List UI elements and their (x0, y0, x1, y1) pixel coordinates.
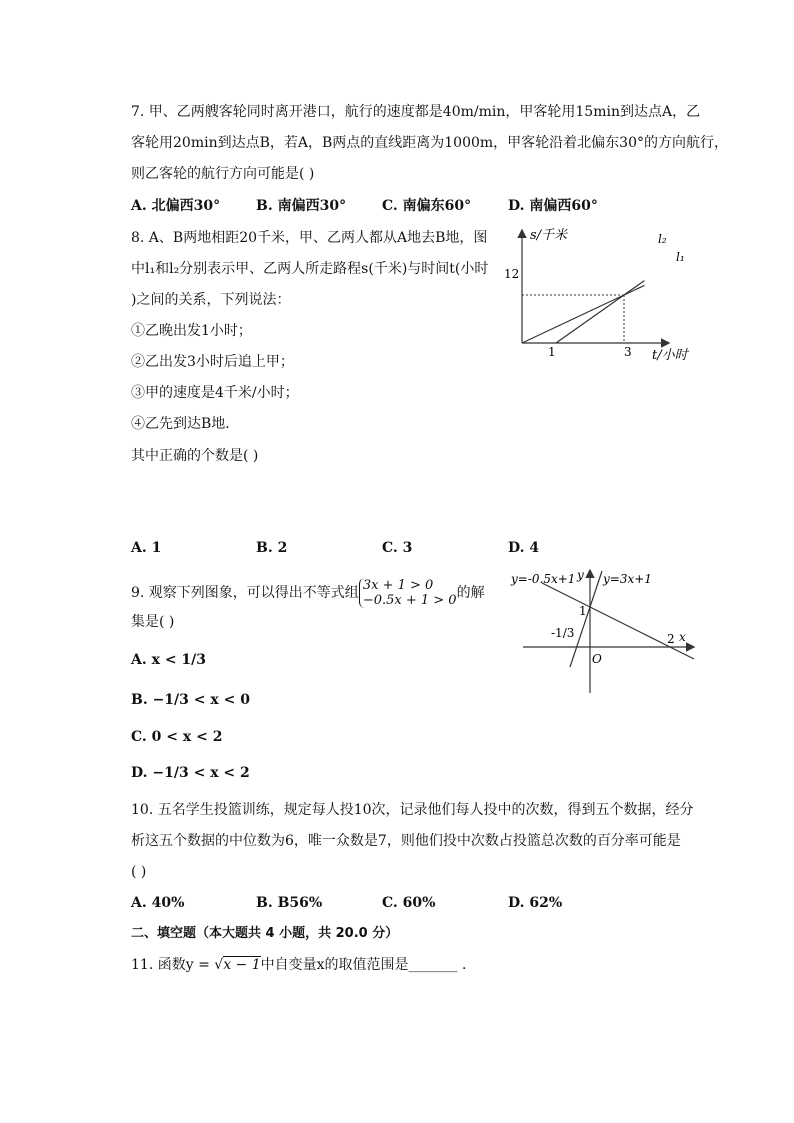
q8-line1: 8. A、B两地相距20千米，甲、乙两人都从A地去B地，图 (131, 230, 488, 246)
q9-origin-label: O (592, 652, 602, 666)
q9-option-a: A. x < 1/3 (131, 652, 207, 668)
q9-option-c: C. 0 < x < 2 (131, 729, 223, 745)
q9-option-d: D. −1/3 < x < 2 (131, 765, 250, 781)
q8-distance-time-chart (500, 225, 700, 365)
q9-system-top: 3x + 1 > 0 (362, 578, 434, 593)
q7-option-c: C. 南偏东60° (382, 198, 472, 214)
q8-x-tick-1: 1 (548, 345, 556, 359)
q8-option-d: D. 4 (508, 540, 540, 556)
q7-option-a: A. 北偏西30° (131, 198, 221, 214)
q11-line (131, 955, 476, 975)
q10-option-a: A. 40% (131, 895, 185, 911)
q10-line1: 10. 五名学生投篮训练，规定每人投10次，记录他们每人投中的次数，得到五个数据，经分 (131, 802, 694, 818)
q11-radicand: x − 1 (223, 957, 261, 973)
q9-eq1-label: y=-0.5x+1 (511, 572, 576, 586)
q8-option-c: C. 3 (382, 540, 413, 556)
q8-statement-3: ③甲的速度是4千米/小时； (131, 385, 299, 401)
q9-y-intercept-label: 1 (579, 604, 587, 618)
q7-line3: 则乙客轮的航行方向可能是( ) (131, 166, 315, 182)
q7-line2: 客轮用20min到达点B，若A，B两点的直线距离为1000m，甲客轮沿着北偏东30°的方向航行， (131, 135, 728, 151)
q11-sqrt-sign: √ (214, 957, 224, 973)
q10-option-c: C. 60% (382, 895, 436, 911)
q10-option-b: B. B56% (256, 895, 323, 911)
q8-label-l2: l₂ (658, 232, 667, 246)
q8-statement-2: ②乙出发3小时后追上甲； (131, 354, 294, 370)
q11-suffix: 中自变量x的取值范围是_______ ． (260, 957, 476, 973)
q8-ask: 其中正确的个数是( ) (131, 448, 259, 464)
q9-system-bottom: −0.5x + 1 > 0 (362, 593, 457, 608)
q9-line1-prefix: 9. 观察下列图象，可以得出不等式组 (131, 585, 359, 601)
q8-y-axis-label: s/千米 (530, 228, 568, 243)
q9-x-intercept-neg-label: -1/3 (551, 626, 575, 640)
section-fill-in-blank-header: 二、填空题（本大题共 4 小题，共 20.0 分） (131, 926, 399, 941)
q10-line3: ( ) (131, 864, 147, 880)
q9-inequality-system (359, 578, 457, 608)
q10-option-d: D. 62% (508, 895, 563, 911)
q9-x-axis-label: x (679, 630, 686, 644)
q8-line-l2 (556, 281, 644, 343)
q8-line2: 中l₁和l₂分别表示甲、乙两人所走路程s(千米)与时间t(小时 (131, 261, 489, 277)
q9-line2: 集是( ) (131, 614, 175, 630)
q9-eq2-label: y=3x+1 (603, 572, 652, 586)
q8-x-tick-3: 3 (624, 345, 632, 359)
q9-line1 (131, 578, 485, 608)
q8-line3: )之间的关系，下列说法： (131, 292, 291, 308)
q9-function-graph (505, 563, 700, 698)
q8-y-tick-12: 12 (504, 267, 520, 281)
q9-option-b: B. −1/3 < x < 0 (131, 692, 250, 708)
q9-y-axis-label: y (577, 568, 584, 582)
q9-line1-suffix: 的解 (456, 585, 485, 601)
q7-line1: 7. 甲、乙两艘客轮同时离开港口，航行的速度都是40m/min，甲客轮用15min到达点A，乙 (131, 104, 701, 120)
q10-line2: 析这五个数据的中位数为6，唯一众数是7，则他们投中次数占投篮总次数的百分率可能是 (131, 833, 681, 849)
q8-statement-1: ①乙晚出发1小时； (131, 323, 252, 339)
q11-prefix: 11. 函数y = (131, 957, 215, 973)
q8-option-b: B. 2 (256, 540, 288, 556)
q8-statement-4: ④乙先到达B地． (131, 416, 240, 432)
q9-x-intercept-pos-label: 2 (667, 632, 675, 646)
q8-option-a: A. 1 (131, 540, 162, 556)
q7-option-d: D. 南偏西60° (508, 198, 598, 214)
q8-x-axis-label: t/小时 (652, 348, 688, 363)
q8-label-l1: l₁ (676, 250, 685, 264)
q7-option-b: B. 南偏西30° (256, 198, 347, 214)
